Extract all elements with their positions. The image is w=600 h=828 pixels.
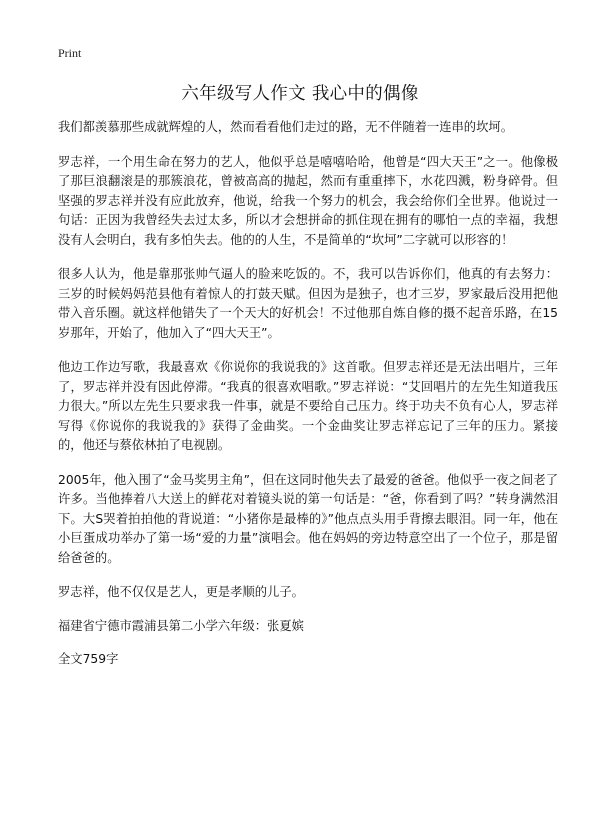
paragraph-2: 很多人认为，他是靠那张帅气逼人的脸来吃饭的。不，我可以告诉你们，他真的有去努力：三岁的时候妈妈范县他有着惊人的打鼓天赋。但因为是独子，也才三岁，罗家最后没用把他带入音乐圈。就这样他错失了一个天大的好机会！不过他那自炼自修的摄不起音乐路，在15岁那年，开始了，他加入了“四大天王”。 (58, 267, 558, 340)
author-line: 福建省宁德市霞浦县第二小学六年级：张夏嫔 (58, 618, 304, 633)
paragraph-3: 他边工作边写歌，我最喜欢《你说你的我说我的》这首歌。但罗志祥还是无法出唱片，三年了，罗志祥并没有因此停滞。“我真的很喜欢唱歌。”罗志祥说：“艾回唱片的左先生知道我压力很大。”所以左先生只要求我一件事，就是不要给自己压力。终于功夫不负有心人，罗志祥写得《你说你的我说我的》获得了金曲奖。一个金曲奖让罗志祥忘记了三年的压力。紧接的，他还与蔡依林拍了电视剧。 (58, 360, 558, 452)
paragraph-4: 2005年，他入围了“金马奖男主角”，但在这同时他失去了最爱的爸爸。他似乎一夜之间老了许多。当他捧着八大送上的鲜花对着镜头说的第一句话是：“爸，你看到了吗？”转身满然泪下。大S哭着拍拍他的背说道：“小猪你是最棒的》”他点点头用手背擦去眼泪。同一年，他在小巨蛋成功举办了第一场“爱的力量”演唱会。他在妈妈的旁边特意空出了一个位子，那是留给爸爸的。 (58, 472, 558, 565)
paragraph-intro: 我们都羡慕那些成就辉煌的人，然而看看他们走过的路，无不伴随着一连串的坎坷。 (58, 120, 513, 134)
word-count: 全文759字 (58, 652, 119, 666)
paragraph-conclusion: 罗志祥，他不仅仅是艺人，更是孝顺的儿子。 (58, 585, 304, 599)
article-body (58, 118, 558, 685)
print-link[interactable]: Print (58, 46, 82, 60)
article-title: 六年级写人作文 我心中的偶像 (181, 84, 419, 104)
paragraph-1: 罗志祥，一个用生命在努力的艺人，他似乎总是嘻嘻哈哈，他曾是“四大天王”之一。他像极了那巨浪翻滚是的那簇浪花，曾被高高的抛起，然而有重重摔下，水花四溅，粉身碎骨。但坚强的罗志祥并没有应此放弃，他说，给我一个努力的机会，我会给你们全世界。他说过一句话：正因为我曾经失去过太多，所以才会想拼命的抓住现在拥有的哪怕一点的幸福，我想没有人会明白，我有多怕失去。他的的人生，不是简单的“坎坷”二字就可以形容的！ (58, 154, 558, 247)
